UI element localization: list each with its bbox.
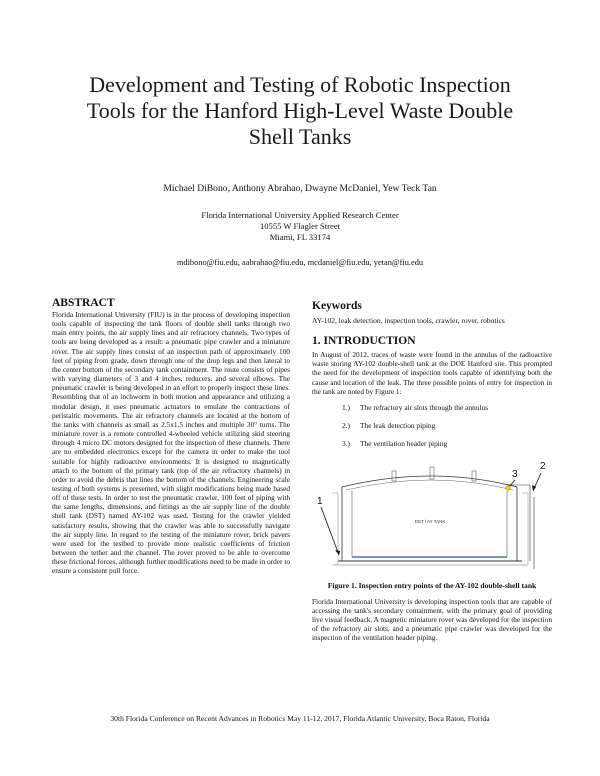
paper-title <box>40 72 560 150</box>
figure-label-3: 3 <box>512 469 518 481</box>
title-line-1: Development and Testing of Robotic Inspection <box>89 72 511 97</box>
abstract-heading: ABSTRACT <box>52 297 115 309</box>
list-item-number: 1.) <box>341 403 350 413</box>
list-item <box>312 439 552 448</box>
body-paragraph: Florida International University is developing inspection tools that are capable of accessing the tank's secondary containment, with the primary goal of providing live visual feedback. A magnetic miniature rover was developed for the inspection of the refractory air slots, and a pneumatic pipe crawler was developed for the inspection of the ventilation header piping. <box>312 596 552 643</box>
affiliation-street: 10555 W Flagler Street <box>259 221 341 231</box>
list-item-text: The refractory air slots through the annulus <box>360 403 489 413</box>
keywords-text: AY-102, leak detection, inspection tools, crawler, rover, robotics <box>312 316 505 325</box>
figure-label-2: 2 <box>540 461 546 473</box>
title-line-2: Tools for the Hanford High-Level Waste Double <box>86 98 514 123</box>
figure-caption: Figure 1. Inspection entry points of the AY-102 double-shell tank <box>327 581 537 591</box>
author-emails: mdibono@fiu.edu, aabrahao@fiu.edu, mcdaniel@fiu.edu, yetan@fiu.edu <box>176 258 424 267</box>
affiliation-city: Miami, FL 33174 <box>269 232 331 242</box>
list-item-text: The leak detection piping <box>360 421 436 431</box>
figure-1 <box>312 457 552 575</box>
vent-entry-marker <box>506 486 511 491</box>
title-line-3: Shell Tanks <box>248 124 352 149</box>
tank-diagram <box>312 457 552 575</box>
left-column <box>52 297 290 576</box>
list-item <box>312 421 552 430</box>
affiliation <box>40 210 560 243</box>
introduction-heading: 1. INTRODUCTION <box>312 335 416 347</box>
entry-points-list <box>312 403 552 448</box>
right-column <box>312 300 552 643</box>
arrow-1 <box>321 507 339 555</box>
keywords-heading: Keywords <box>312 300 362 312</box>
figure-label-1: 1 <box>317 496 323 508</box>
introduction-text: In August of 2012, traces of waste were found in the annulus of the radioactive waste storing AY-102 double-shell tank at the DOE Hanford site. This prompted the need for the development of inspection tools capable of identifying both the cause and location of the leak. The three possible points of entry for inspection in the tank are noted by Figure 1: <box>312 350 552 396</box>
list-item-number: 2.) <box>341 421 350 431</box>
affiliation-org: Florida International University Applied Research Center <box>201 210 399 220</box>
tank-label: DST / AY TANK <box>414 519 446 525</box>
list-item <box>312 403 552 412</box>
conference-footer: 30th Florida Conference on Recent Advances in Robotics May 11-12, 2017, Florida Atlantic University, Boca Raton, Florida <box>110 714 490 723</box>
abstract-text: Florida International University (FIU) is in the process of developing inspection tools capable of inspecting the tank floors of double shell tanks through two main entry points, the air supply lines and air refractory channels. Two types of tools are being developed as a result: a pneumatic pipe crawler and a miniature rover. The air supply lines consist of an inspection path of approximately 100 feet of piping from grade, down through one of the drop legs and then lateral to the center bottom of the secondary tank containment. The route consists of pipes with varying diameters of 3 and 4 inches, reducers, and several elbows. The pneumatic crawler is being developed in an effort to properly inspect these lines. Resembling that of an inchworm in both motion and appearance and utilizing a modular design, it uses pneumatic actuators to emulate the contractions of peristaltic movements. The air refractory channels are located at the bottom of the tanks with channels as small as 2.5x1.5 inches and multiple 30° turns. The miniature rover is a remote controlled 4-wheeled vehicle utilizing skid steering through 4 micro DC motors designed for the inspection of these channels. There are no embedded electronics except for the camera in order to make the tool suitable for highly radioactive environments. It is designed to magnetically attach to the bottom of the primary tank (top of the air refractory channels) in order to avoid the debris that lines the bottom of the channels. Engineering scale testing of both systems is presented, with slight modifications being made based off of these tests. In order to test the pneumatic crawler, 100 feet of piping with the same lengths, dimensions, and fittings as the air supply line of the double shell tank (DST) named AY-102 was used. Testing for the crawler yielded satisfactory results, showing that the crawler was able to successfully navigate the air supply line. In regard to the testing of the miniature rover, brick pavers were used for the testbed to provide more realistic coefficients of friction between the tether and the channel. The rover proved to be able to overcome these frictional forces, although further modifications need to be made in order to ensure a consistent pull force. <box>52 310 290 576</box>
authors: Michael DiBono, Anthony Abrahao, Dwayne McDaniel, Yew Teck Tan <box>163 183 437 194</box>
list-item-text: The ventilation header piping <box>360 439 448 449</box>
list-item-number: 3.) <box>341 439 350 449</box>
